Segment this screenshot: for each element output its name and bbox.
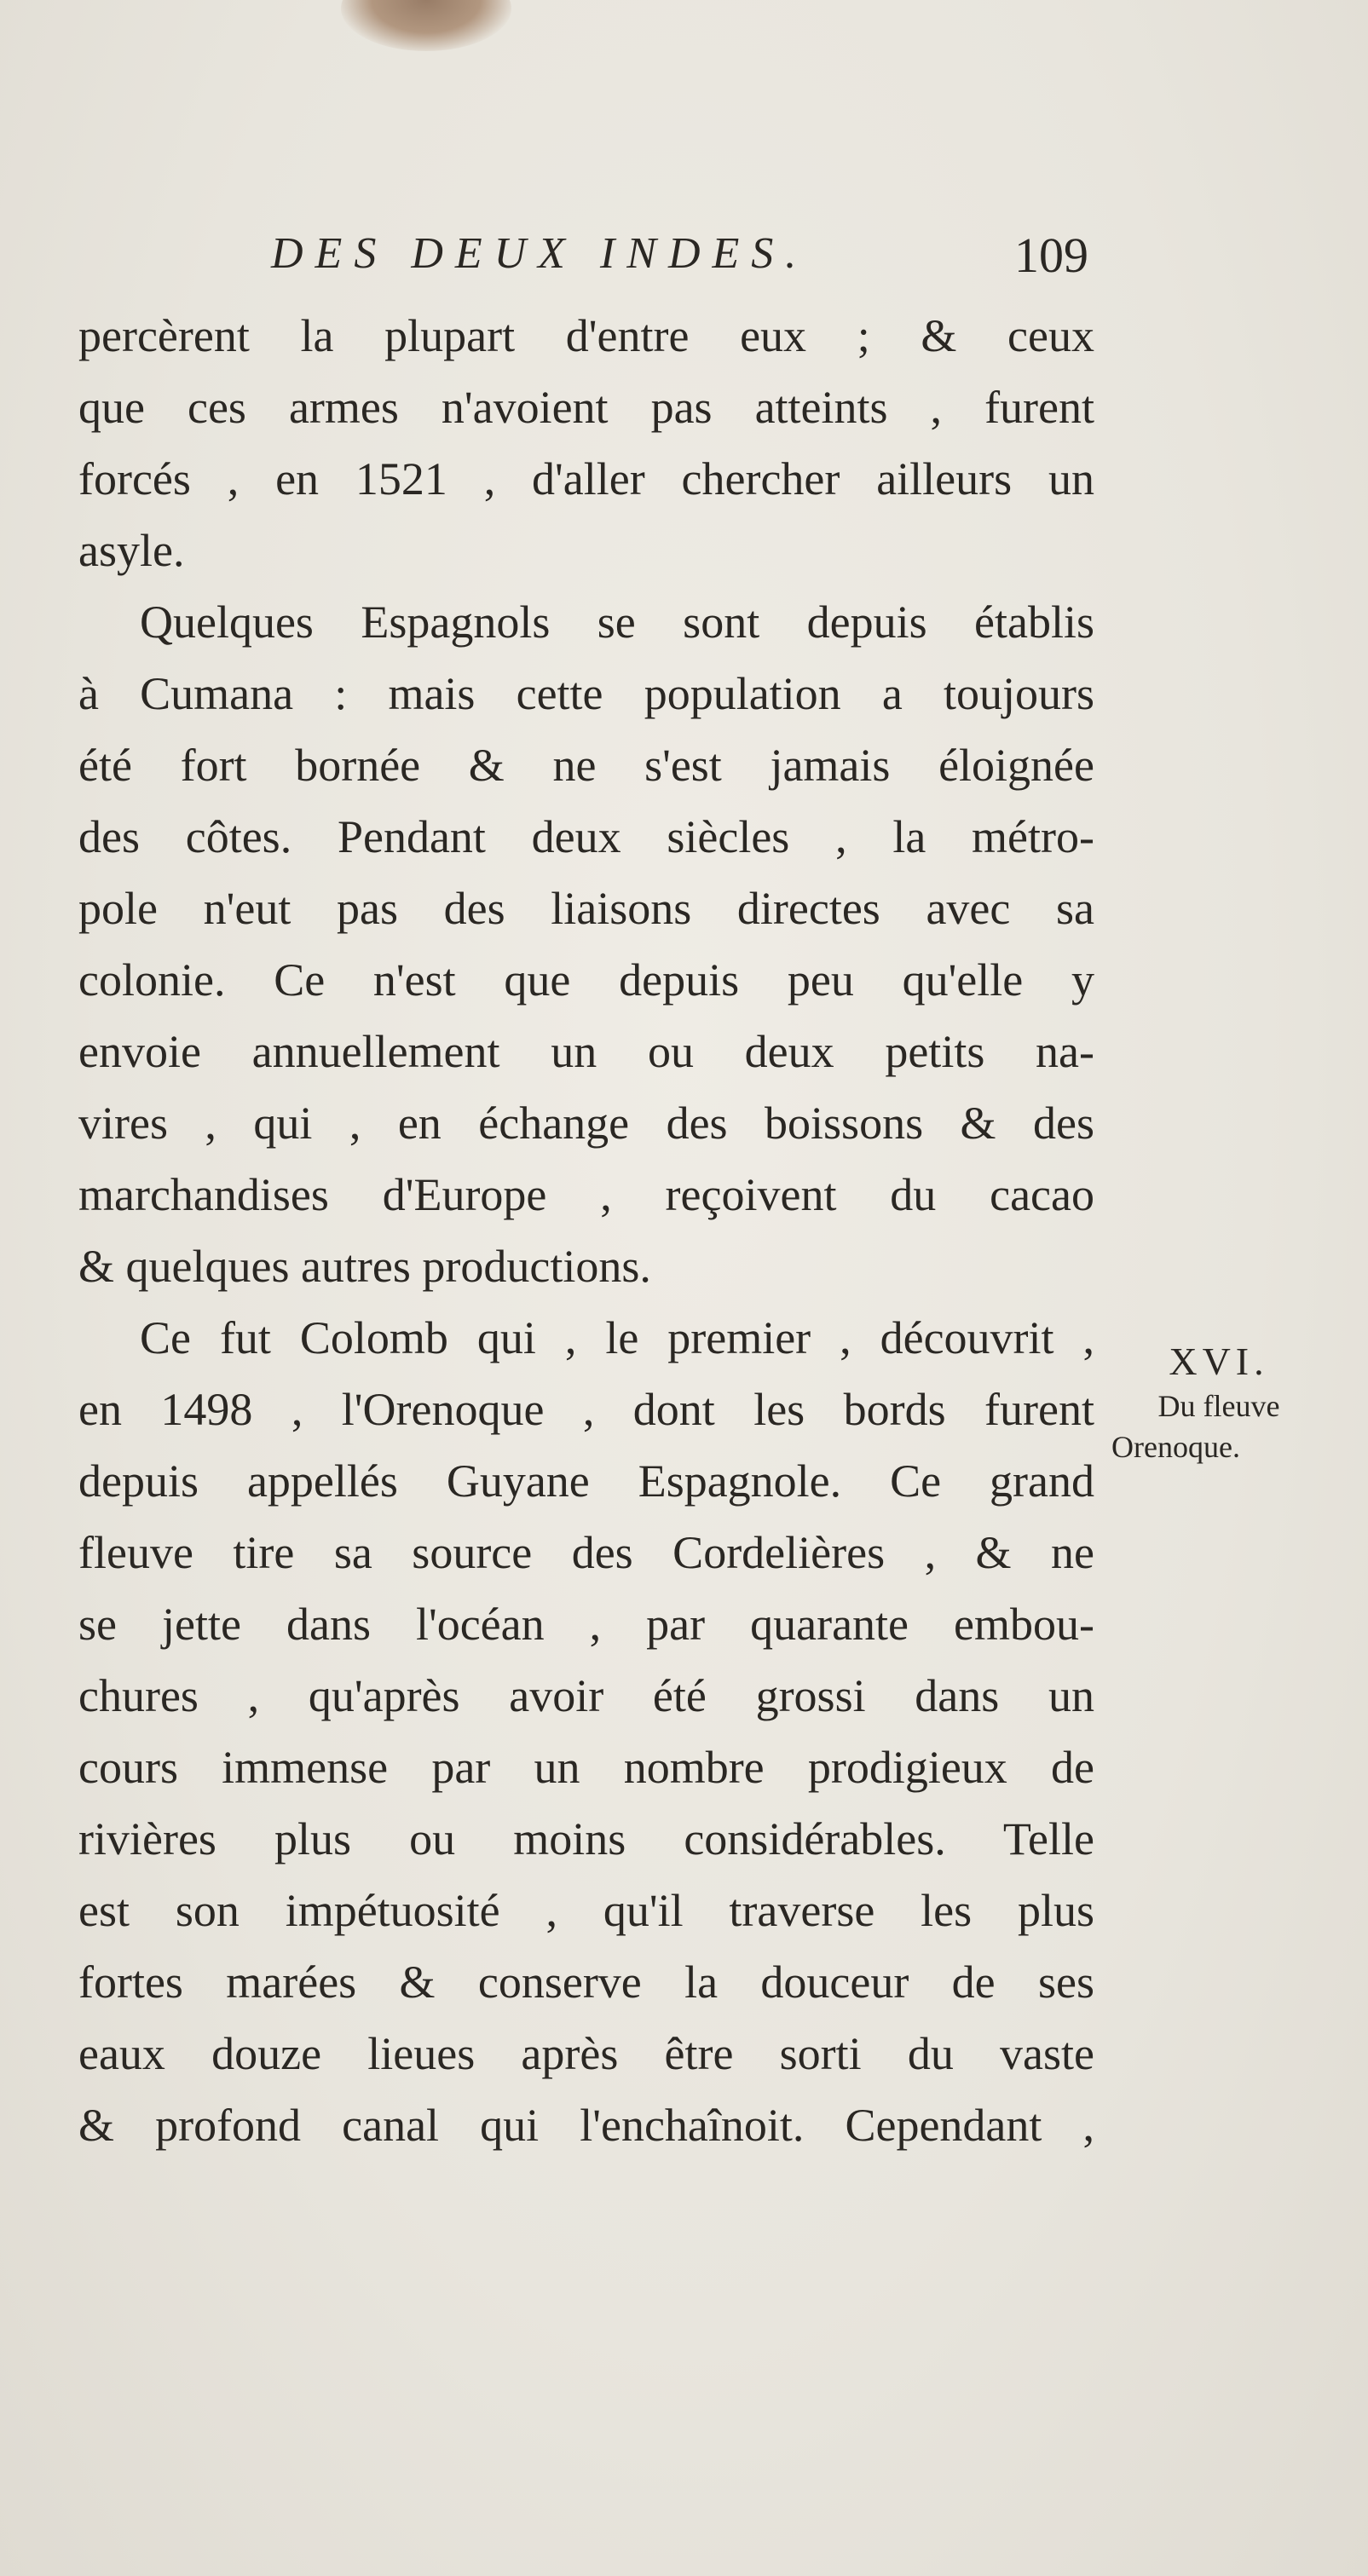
text-line: percèrent la plupart d'entre eux ; & ceux: [78, 310, 1094, 361]
text-line: été fort bornée & ne s'est jamais éloignée: [78, 740, 1094, 791]
text-line: fortes marées & conserve la douceur de ses: [78, 1956, 1094, 2008]
margin-note: [1108, 1338, 1330, 1467]
text-line: colonie. Ce n'est que depuis peu qu'elle y: [78, 954, 1094, 1006]
text-line: fleuve tire sa source des Cordelières , & ne: [78, 1527, 1094, 1578]
text-line: que ces armes n'avoient pas atteints , furent: [78, 382, 1094, 433]
text-line: est son impétuosité , qu'il traverse les plus: [78, 1885, 1094, 1936]
running-title: DES DEUX INDES.: [271, 229, 809, 278]
text-line: en 1498 , l'Orenoque , dont les bords furent: [78, 1384, 1094, 1435]
text-line: Ce fut Colomb qui , le premier , découvrit ,: [140, 1312, 1094, 1363]
page-number: 109: [1014, 228, 1088, 283]
text-line: forcés , en 1521 , d'aller chercher ailleurs un: [78, 453, 1094, 504]
page-stain: [341, 0, 511, 51]
running-head: [271, 228, 1123, 297]
text-line: se jette dans l'océan , par quarante embou-: [78, 1599, 1094, 1650]
text-line: rivières plus ou moins considérables. Telle: [78, 1813, 1094, 1864]
text-line: marchandises d'Europe , reçoivent du cacao: [78, 1169, 1094, 1220]
text-line: depuis appellés Guyane Espagnole. Ce grand: [78, 1455, 1094, 1507]
text-line: vires , qui , en échange des boissons & des: [78, 1098, 1094, 1149]
margin-note-line: Orenoque.: [1111, 1430, 1240, 1464]
text-line: à Cumana : mais cette population a toujours: [78, 668, 1094, 719]
margin-note-number: XVI.: [1169, 1340, 1269, 1383]
text-line: Quelques Espagnols se sont depuis établis: [140, 596, 1094, 648]
text-line: & quelques autres productions.: [78, 1241, 651, 1292]
text-line: cours immense par un nombre prodigieux de: [78, 1742, 1094, 1793]
text-line: envoie annuellement un ou deux petits na-: [78, 1026, 1094, 1077]
text-line: & profond canal qui l'enchaînoit. Cependant ,: [78, 2100, 1094, 2151]
margin-note-line: Du fleuve: [1157, 1389, 1280, 1423]
text-line: chures , qu'après avoir été grossi dans un: [78, 1670, 1094, 1721]
text-line: eaux douze lieues après être sorti du vaste: [78, 2028, 1094, 2079]
text-line: asyle.: [78, 525, 185, 576]
body-text: [78, 300, 1094, 2161]
text-line: pole n'eut pas des liaisons directes avec sa: [78, 883, 1094, 934]
text-line: des côtes. Pendant deux siècles , la métro-: [78, 811, 1094, 862]
